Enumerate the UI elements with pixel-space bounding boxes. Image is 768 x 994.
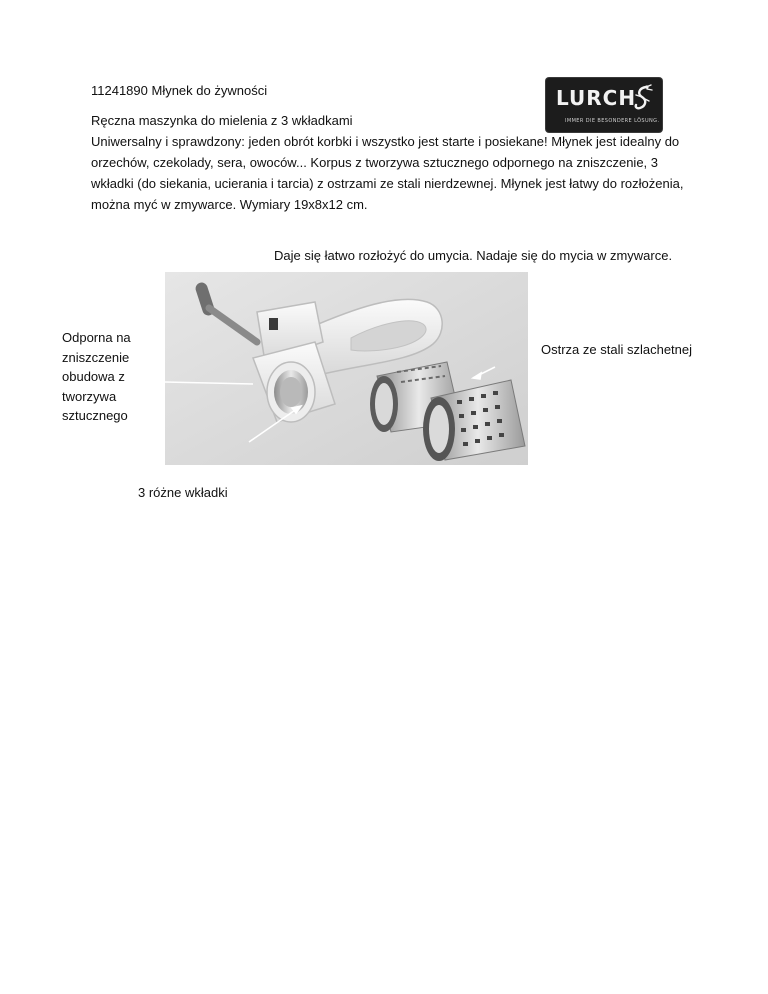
grater-illustration [165, 272, 528, 465]
product-title: 11241890 Młynek do żywności [91, 83, 268, 98]
caption-inserts: 3 różne wkładki [138, 485, 228, 500]
product-photo [165, 272, 528, 465]
brand-logo [546, 78, 662, 132]
caption-dishwasher: Daje się łatwo rozłożyć do umycia. Nadaje się do mycia w zmywarce. [274, 248, 673, 263]
caption-blades: Ostrza ze stali szlachetnej [541, 342, 693, 357]
product-description: Uniwersalny i sprawdzony: jeden obrót korbki i wszystko jest starte i posiekane! Młynek jest idealny do orzechów, czekolady, sera, owoców... Korpus z tworzywa sztucznego odpornego na zniszczenie, 3 wkładki (do siekania, ucierania i tarcia) z ostrzami ze stali nierdzewnej. Młynek jest łatwy do rozłożenia, można myć w zmywarce. Wymiary 19x8x12 cm. [91, 134, 684, 212]
brand-logo-tagline: IMMER DIE BESONDERE LÖSUNG. [565, 118, 660, 124]
lizard-icon [630, 84, 656, 114]
brand-logo-word: LURCH [556, 86, 637, 110]
product-subtitle: Ręczna maszynka do mielenia z 3 wkładkami [91, 113, 353, 128]
caption-housing: Odporna na zniszczenie obudowa z tworzywa sztucznego [62, 330, 131, 423]
